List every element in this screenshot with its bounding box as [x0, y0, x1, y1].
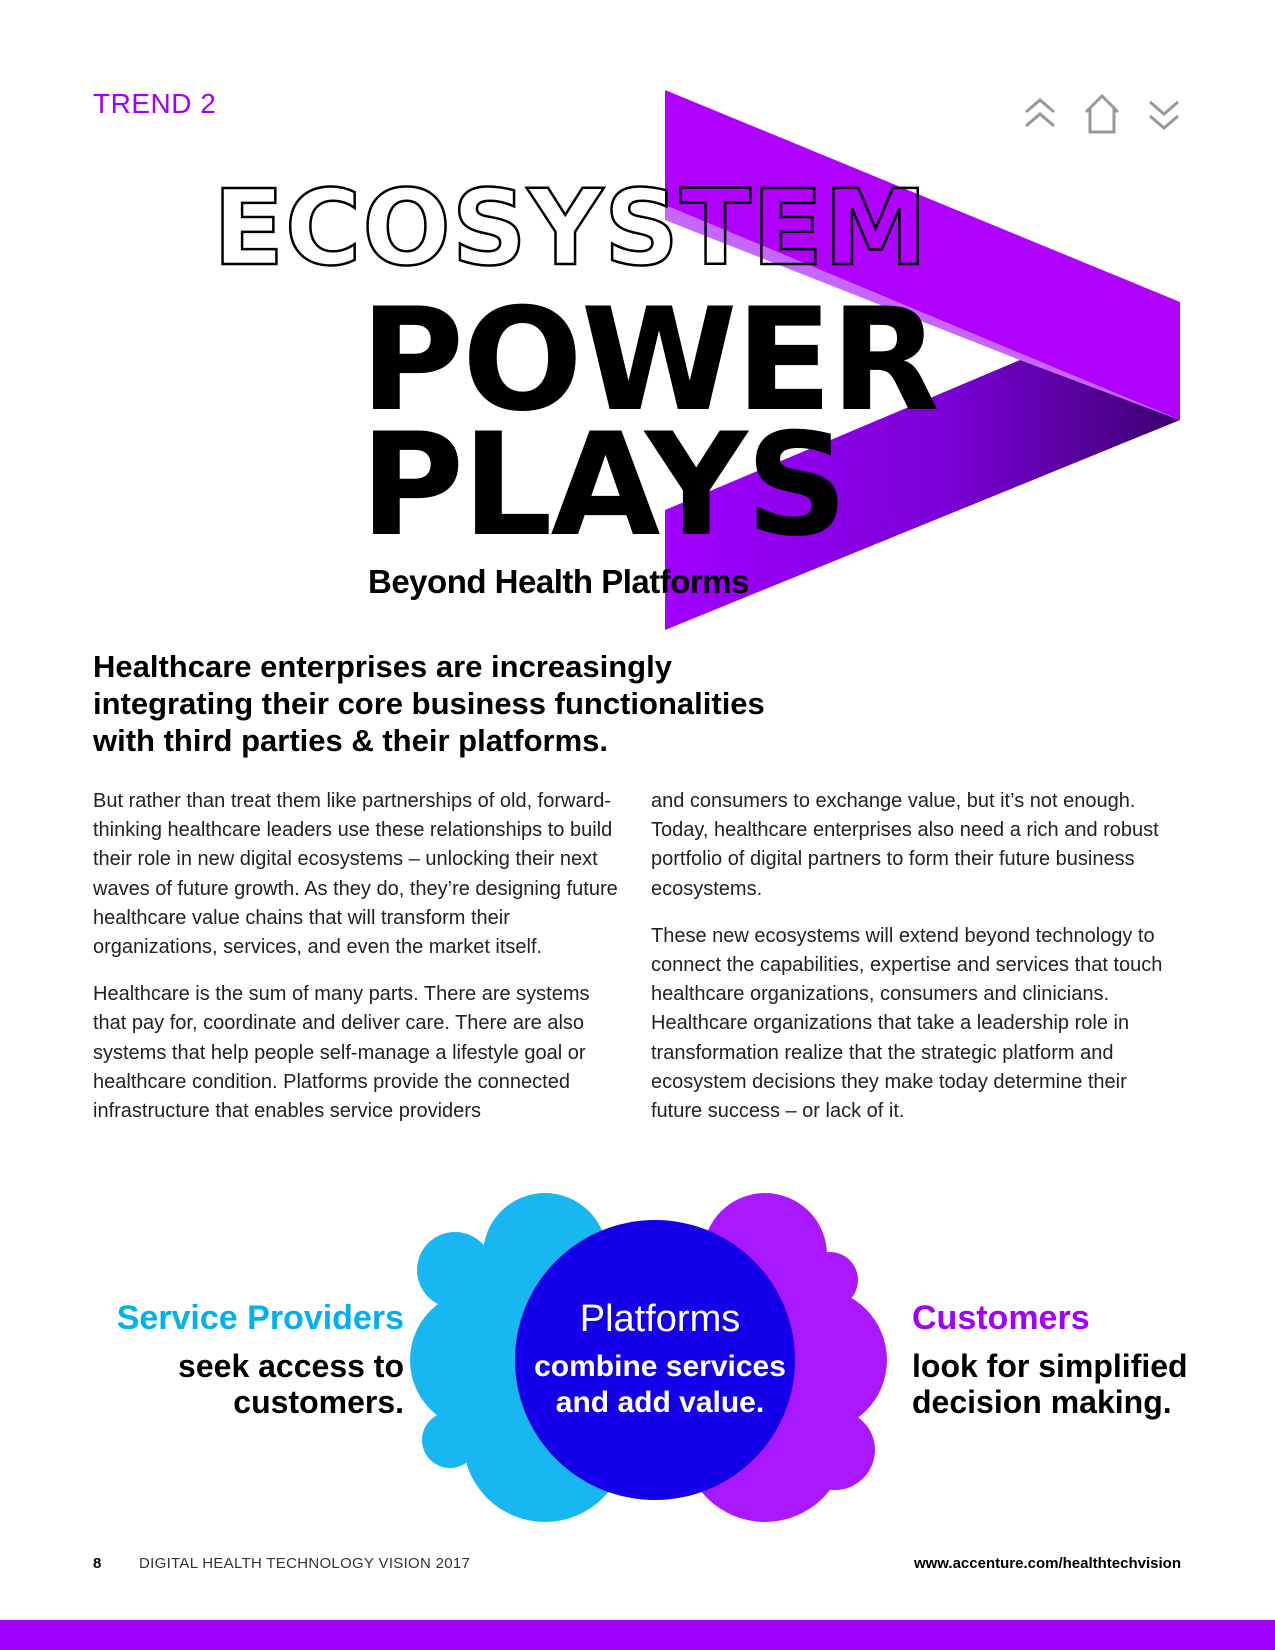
- platforms-title: Platforms: [579, 1298, 741, 1340]
- platforms-text: combine services and add value.: [534, 1350, 786, 1419]
- customers-text: look for simplified decision making.: [912, 1348, 1188, 1420]
- service-providers-title: Service Providers: [116, 1299, 404, 1337]
- page-number: 8: [93, 1555, 102, 1572]
- body-paragraph: Healthcare is the sum of many parts. There are systems that pay for, coordinate and deliver care. There are also systems that help people self-manage a lifestyle goal or healthcare condition. Platforms provide the connected infrastructure that enables service providers: [93, 983, 590, 1123]
- title-line-ecosystem: ECOSYSTEM: [213, 167, 929, 289]
- body-paragraph: But rather than treat them like partnerships of old, forward-thinking healthcare leaders use these relationships to build their role in new digital ecosystems – unlocking their next waves of future growth. As they do, they’re designing future healthcare value chains that will transform their organizations, services, and even the market itself.: [93, 790, 618, 959]
- title-line-power: POWER: [360, 278, 938, 443]
- subtitle: Beyond Health Platforms: [368, 563, 749, 600]
- trend-label: TREND 2: [93, 88, 217, 119]
- customers-title: Customers: [912, 1299, 1090, 1337]
- title-line-plays: PLAYS: [360, 403, 846, 568]
- body-paragraph: and consumers to exchange value, but it’s not enough. Today, healthcare enterprises also need a rich and robust portfolio of digital partners to form their future business ecosystems.: [651, 790, 1159, 900]
- lead-paragraph: Healthcare enterprises are increasingly integrating their core business functionalities with third parties & their platforms.: [93, 649, 765, 758]
- website-link[interactable]: www.accenture.com/healthtechvision: [913, 1555, 1181, 1572]
- footer-bar: [0, 1620, 1275, 1650]
- body-paragraph: These new ecosystems will extend beyond technology to connect the capabilities, expertise and services that touch healthcare organizations, consumers and clinicians. Healthcare organizations that take a leadership role in transformation realize that the strategic platform and ecosystem decisions they make today determine their future success – or lack of it.: [651, 924, 1163, 1123]
- publication-title: DIGITAL HEALTH TECHNOLOGY VISION 2017: [139, 1555, 471, 1572]
- service-providers-text: seek access to customers.: [178, 1348, 404, 1420]
- body-column-left: [93, 787, 621, 1144]
- body-column-right: [651, 787, 1179, 1144]
